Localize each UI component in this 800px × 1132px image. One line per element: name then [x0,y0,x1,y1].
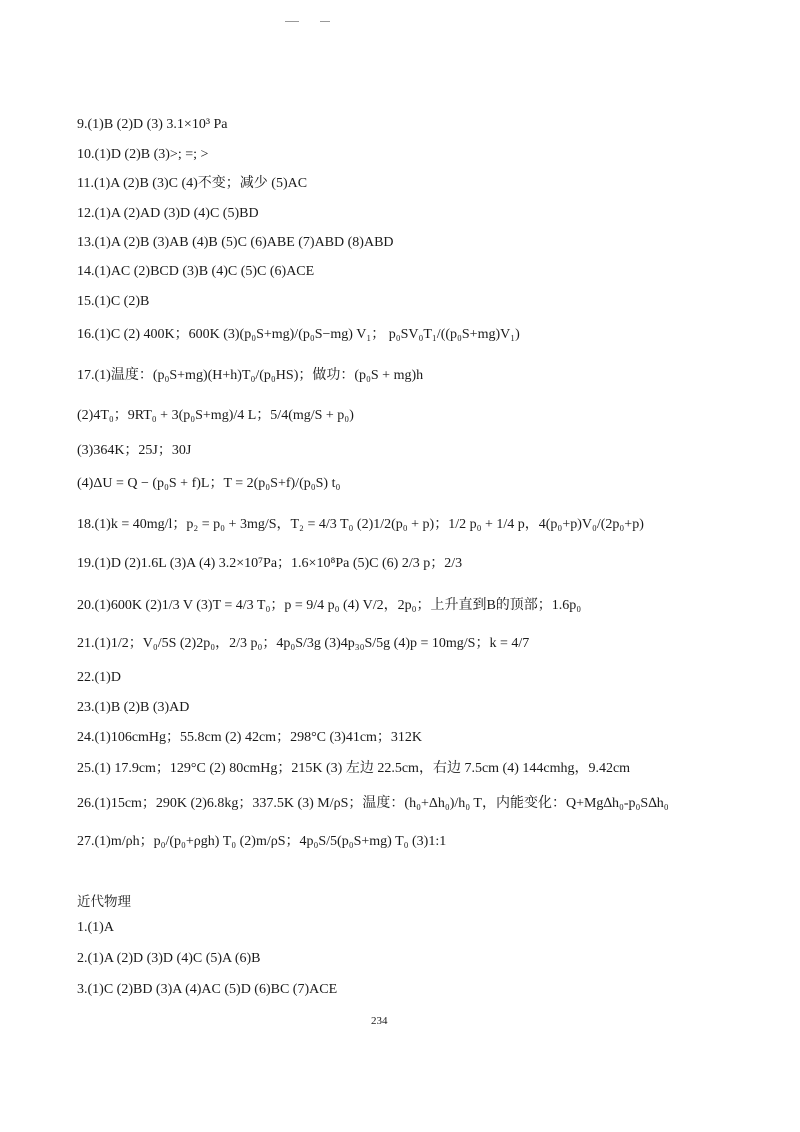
answer-line-15: 15.(1)C (2)B [77,294,150,309]
section-answer-line-2: 2.(1)A (2)D (3)D (4)C (5)A (6)B [77,951,261,966]
answer-line-22: 22.(1)D [77,670,121,685]
answer-line-23: 23.(1)B (2)B (3)AD [77,700,190,715]
answer-line-20: 20.(1)600K (2)1/3 V (3)T = 4/3 T₀；p = 9/4 p₀ (4) V/2，2p₀；上升直到B的顶部；1.6p₀ [77,598,582,613]
answer-line-10: 10.(1)D (2)B (3)>; =; > [77,147,209,162]
page-number: 234 [371,1015,388,1027]
answer-line-27: 27.(1)m/ρh；p₀/(p₀+ρgh) T₀ (2)m/ρS；4p₀S/5(p₀S+mg) T₀ (3)1:1 [77,834,447,849]
answer-line-14: 14.(1)AC (2)BCD (3)B (4)C (5)C (6)ACE [77,264,315,279]
answer-line-21: 21.(1)1/2；V₀/5S (2)2p₀，2/3 p₀；4p₀S/3g (3)4p₃₀S/5g (4)p = 10mg/S；k = 4/7 [77,636,530,651]
answer-line-17-4: (4)ΔU = Q − (p₀S + f)L；T = 2(p₀S+f)/(p₀S) t₀ [77,476,341,491]
answer-line-26: 26.(1)15cm；290K (2)6.8kg；337.5K (3) M/ρS；温度：(h₀+Δh₀)/h₀ T，内能变化：Q+Mg∆h₀-p₀S∆h₀ [77,796,669,811]
answer-line-19: 19.(1)D (2)1.6L (3)A (4) 3.2×10⁷Pa；1.6×10⁸Pa (5)C (6) 2/3 p；2/3 [77,556,463,571]
section-answer-line-3: 3.(1)C (2)BD (3)A (4)AC (5)D (6)BC (7)ACE [77,982,338,997]
answer-line-17-3: (3)364K；25J；30J [77,443,192,458]
answer-line-12: 12.(1)A (2)AD (3)D (4)C (5)BD [77,206,259,221]
answer-line-13: 13.(1)A (2)B (3)AB (4)B (5)C (6)ABE (7)ABD (8)ABD [77,235,394,250]
scan-mark-top-2 [320,21,330,22]
answer-line-24: 24.(1)106cmHg；55.8cm (2) 42cm；298°C (3)41cm；312K [77,730,423,745]
answer-line-16: 16.(1)C (2) 400K；600K (3)(p₀S+mg)/(p₀S−mg) V₁； p₀SV₀T₁/((p₀S+mg)V₁) [77,327,520,342]
answer-line-9: 9.(1)B (2)D (3) 3.1×10³ Pa [77,117,228,132]
answer-line-18: 18.(1)k = 40mg/l；p₂ = p₀ + 3mg/S，T₂ = 4/3 T₀ (2)1/2(p₀ + p)；1/2 p₀ + 1/4 p，4(p₀+p)V₀/(2p₀+p) [77,517,644,532]
answer-line-17-1: 17.(1)温度：(p₀S+mg)(H+h)T₀/(p₀HS)；做功：(p₀S + mg)h [77,368,424,383]
section-title: 近代物理 [77,894,131,910]
section-answer-line-1: 1.(1)A [77,920,114,935]
answer-line-17-2: (2)4T₀；9RT₀ + 3(p₀S+mg)/4 L；5/4(mg/S + p₀) [77,408,354,423]
answer-line-25: 25.(1) 17.9cm；129°C (2) 80cmHg；215K (3) 左边 22.5cm，右边 7.5cm (4) 144cmhg，9.42cm [77,761,631,776]
scan-mark-top-1 [285,21,299,22]
answer-line-11: 11.(1)A (2)B (3)C (4)不变；减少 (5)AC [77,176,308,191]
